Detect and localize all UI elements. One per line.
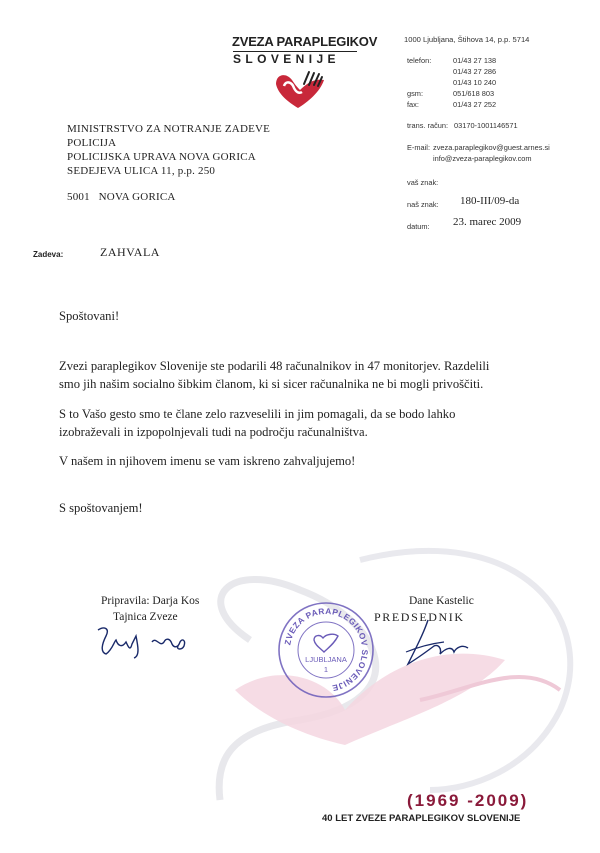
paragraph-line: V našem in njihovem imenu se vam iskreno zahvaljujemo!: [59, 454, 356, 468]
anniversary-text: 40 LET ZVEZE PARAPLEGIKOV SLOVENIJE: [322, 813, 521, 824]
subject-label: Zadeva:: [33, 250, 64, 259]
recipient-line: SEDEJEVA ULICA 11, p.p. 250: [67, 165, 216, 177]
paragraph-line: izobraževali in izpopolnjevali tudi na področju računalništva.: [59, 425, 368, 439]
fax-label: fax:: [407, 100, 419, 109]
date-value: 23. marec 2009: [453, 216, 522, 228]
official-stamp: [276, 600, 376, 700]
paragraph-line: Zvezi paraplegikov Slovenije ste podarili 48 računalnikov in 47 monitorjev. Razdelili: [59, 359, 490, 373]
stamp-number: 1: [323, 665, 329, 674]
email-label: E-mail:: [407, 143, 430, 152]
phone-number: 01/43 27 286: [453, 67, 497, 76]
phone-number: 01/43 10 240: [453, 78, 497, 87]
paragraph-line: smo jih našim socialno šibkim članom, ki si sicer računalnika ne bi mogli privoščiti.: [59, 377, 484, 391]
anniversary-years: (1969 -2009): [407, 791, 529, 810]
recipient-line: POLICIJSKA UPRAVA NOVA GORICA: [67, 151, 256, 163]
logo-title: ZVEZA PARAPLEGIKOV: [232, 34, 378, 49]
your-ref-label: vaš znak:: [407, 178, 439, 187]
our-ref-label: naš znak:: [407, 200, 439, 209]
gsm-number: 051/618 803: [453, 89, 495, 98]
fax-number: 01/43 27 252: [453, 100, 497, 109]
handwritten-signature-darja-kos: [92, 622, 202, 662]
gsm-label: gsm:: [407, 89, 424, 98]
email-address[interactable]: zveza.paraplegikov@guest.arnes.si: [433, 143, 550, 152]
phone-number: 01/43 27 138: [453, 56, 497, 65]
account-number: 03170-1001146571: [454, 121, 518, 130]
closing: S spoštovanjem!: [59, 501, 143, 515]
handwritten-signature-dane-kastelic: [398, 618, 478, 674]
phone-label: telefon:: [407, 56, 432, 65]
heart-hand-logo-icon: [272, 66, 328, 112]
subject-value: ZAHVALA: [100, 245, 160, 259]
our-ref-value: 180-III/09-da: [460, 195, 520, 207]
recipient-line: MINISTRSTVO ZA NOTRANJE ZADEVE: [67, 123, 271, 135]
stamp-outer-text: ZVEZA PARAPLEGIKOV SLOVENIJE: [282, 605, 371, 694]
recipient-postal: 5001 NOVA GORICA: [67, 191, 176, 203]
email-address[interactable]: info@zveza-paraplegikov.com: [433, 154, 532, 163]
account-label: trans. račun:: [407, 121, 449, 130]
president-title: PREDSEDNIK: [374, 610, 465, 624]
organization-address: 1000 Ljubljana, Štihova 14, p.p. 5714: [404, 35, 530, 44]
logo-subtitle: SLOVENIJE: [233, 52, 340, 66]
prepared-title: Tajnica Zveze: [113, 611, 178, 623]
date-label: datum:: [407, 222, 430, 231]
paragraph-line: S to Vašo gesto smo te člane zelo razveselili in jim pomagali, da se bodo lahko: [59, 407, 456, 421]
prepared-by: Pripravila: Darja Kos: [101, 595, 200, 607]
stamp-city: LJUBLJANA: [305, 655, 347, 664]
recipient-line: POLICIJA: [67, 137, 117, 149]
president-name: Dane Kastelic: [409, 595, 474, 607]
greeting: Spoštovani!: [59, 309, 120, 323]
